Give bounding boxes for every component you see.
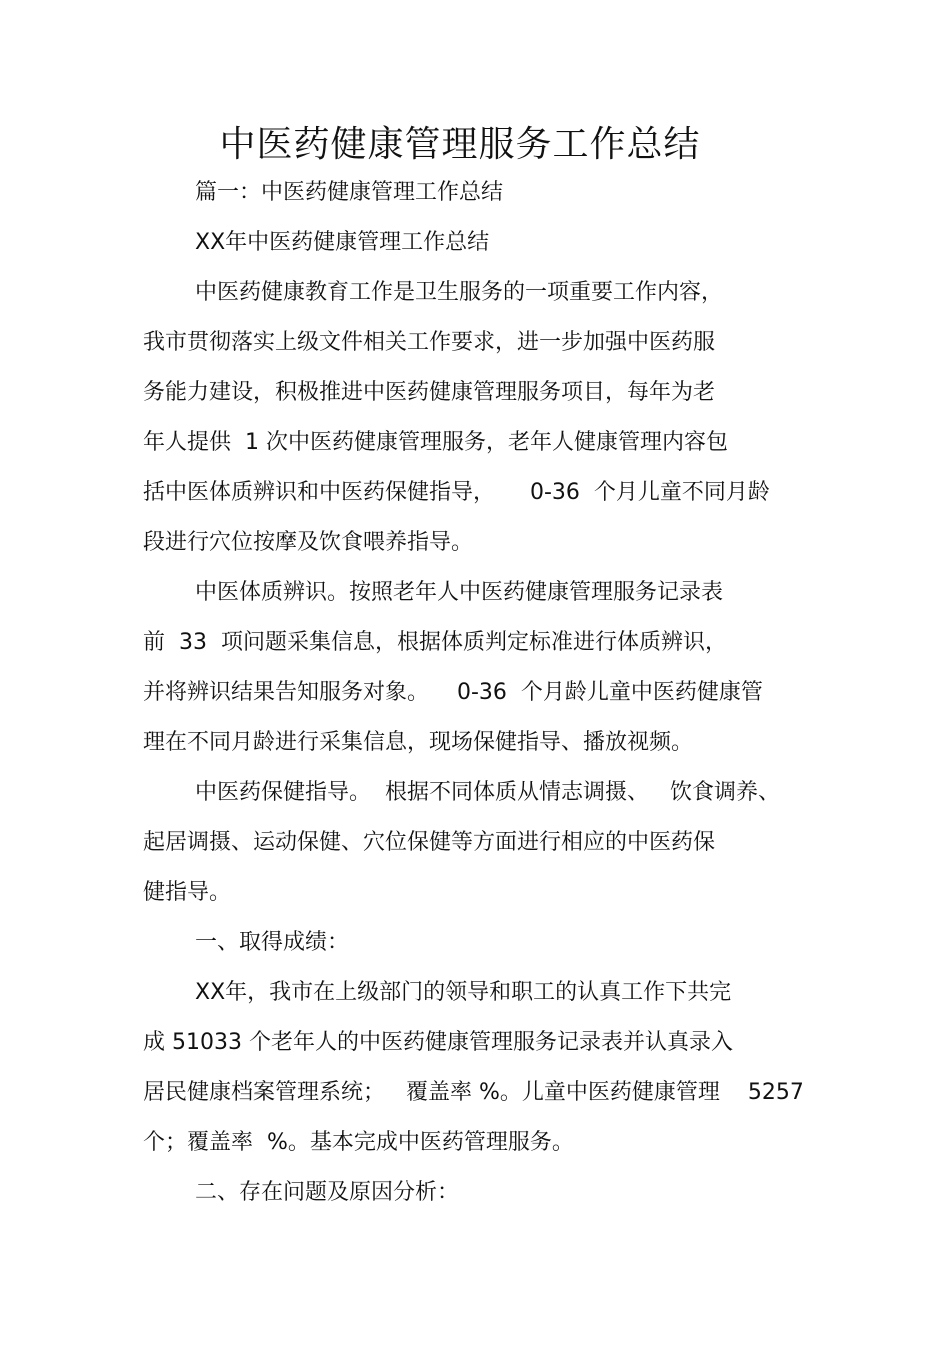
subtitle-line: XX年中医药健康管理工作总结 bbox=[195, 230, 490, 255]
section-heading-problems: 二、存在问题及原因分析： bbox=[195, 1180, 460, 1205]
paragraph-line: 括中医体质辨识和中医药保健指导， 0-36 个月儿童不同月龄 bbox=[143, 480, 770, 505]
paragraph-line: XX年，我市在上级部门的领导和职工的认真工作下共完 bbox=[195, 980, 732, 1005]
paragraph-line: 我市贯彻落实上级文件相关工作要求，进一步加强中医药服 bbox=[143, 330, 716, 355]
paragraph-line: 中医药健康教育工作是卫生服务的一项重要工作内容， bbox=[195, 280, 724, 305]
paragraph-line: 中医体质辨识。按照老年人中医药健康管理服务记录表 bbox=[195, 580, 724, 605]
paragraph-line: 中医药保健指导。 根据不同体质从情志调摄、 饮食调养、 bbox=[195, 780, 780, 805]
section-heading-part-one: 篇一：中医药健康管理工作总结 bbox=[195, 180, 504, 205]
paragraph-line: 起居调摄、运动保健、穴位保健等方面进行相应的中医药保 bbox=[143, 830, 716, 855]
document-title: 中医药健康管理服务工作总结 bbox=[219, 124, 701, 165]
paragraph-line: 前 33 项问题采集信息，根据体质判定标准进行体质辨识， bbox=[143, 630, 727, 655]
paragraph-line: 理在不同月龄进行采集信息，现场保健指导、播放视频。 bbox=[143, 730, 694, 755]
paragraph-line: 务能力建设，积极推进中医药健康管理服务项目，每年为老 bbox=[143, 380, 716, 405]
paragraph-line: 年人提供 1 次中医药健康管理服务，老年人健康管理内容包 bbox=[143, 430, 728, 455]
paragraph-line: 段进行穴位按摩及饮食喂养指导。 bbox=[143, 530, 474, 555]
paragraph-line: 并将辨识结果告知服务对象。 0-36 个月龄儿童中医药健康管 bbox=[143, 680, 763, 705]
paragraph-line: 个；覆盖率 %。基本完成中医药管理服务。 bbox=[143, 1130, 574, 1155]
paragraph-line: 健指导。 bbox=[143, 880, 232, 905]
paragraph-line: 居民健康档案管理系统； 覆盖率 %。儿童中医药健康管理 5257 bbox=[143, 1080, 804, 1105]
paragraph-line: 成 51033 个老年人的中医药健康管理服务记录表并认真录入 bbox=[143, 1030, 733, 1055]
section-heading-achievements: 一、取得成绩： bbox=[195, 930, 350, 955]
